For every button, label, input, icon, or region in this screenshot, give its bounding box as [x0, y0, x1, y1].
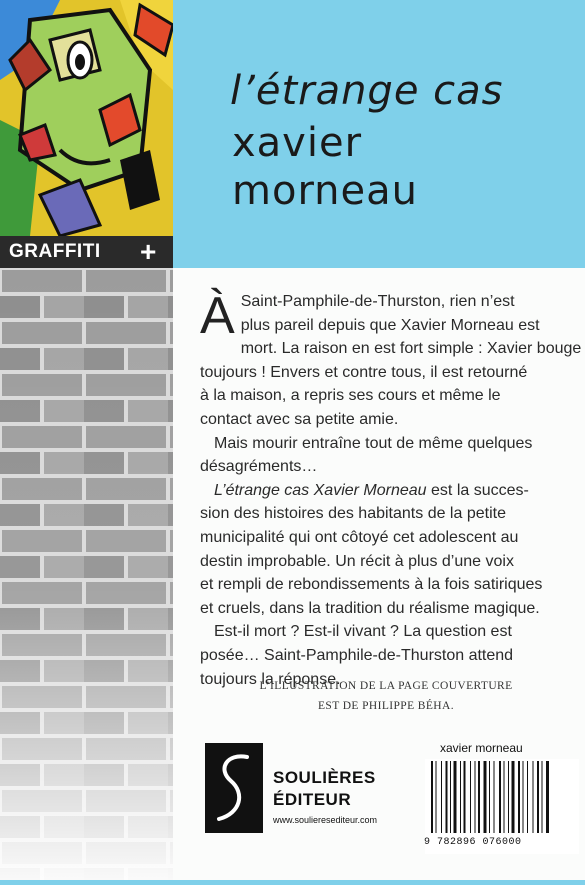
cover-illustration — [0, 0, 173, 236]
brick-wall-image — [0, 268, 173, 880]
blurb-paragraph-3 — [200, 479, 572, 621]
blurb-line: contact avec sa petite amie. — [200, 410, 399, 428]
blurb-line: municipalité qui ont côtoyé cet adolescent au — [200, 528, 519, 546]
drop-cap: À — [200, 287, 235, 345]
barcode-bar — [446, 761, 448, 833]
blurb-line: à la maison, a repris ses cours et même le — [200, 387, 501, 405]
blurb-line: mort. La raison en est fort simple : Xavier bouge — [240, 340, 582, 358]
barcode-bar — [460, 761, 461, 833]
isbn-digits: 9 782896 076000 — [424, 837, 522, 848]
barcode-bar — [512, 761, 515, 833]
blurb-line: Saint-Pamphile-de-Thurston, rien n’est — [240, 293, 515, 310]
barcode-bar — [484, 761, 487, 833]
blurb-line: plus pareil depuis que Xavier Morneau est — [240, 316, 540, 334]
barcode-bar — [478, 761, 480, 833]
book-blurb — [200, 287, 582, 691]
blurb-line: toujours ! Envers et contre tous, il est retourné — [200, 363, 528, 381]
barcode-bar — [546, 761, 549, 833]
publisher-logo — [205, 743, 420, 833]
publisher-name-line1: SOULIÈRES — [273, 768, 376, 787]
barcode-bar — [454, 761, 457, 833]
blurb-line: posée… Saint-Pamphile-de-Thurston attend — [200, 646, 514, 664]
blurb-line: désagréments… — [200, 458, 318, 476]
blurb-line: et rempli de rebondissements à la fois satiriques — [200, 576, 543, 594]
blurb-line: destin improbable. Un récit à plus d’une voix — [200, 552, 514, 570]
book-title-italic: L’étrange cas Xavier Morneau — [214, 481, 427, 499]
blurb-line: toujours la réponse. — [200, 670, 341, 688]
publisher-s-logo-icon — [205, 743, 263, 833]
publisher-name-line2: ÉDITEUR — [273, 790, 352, 809]
barcode-bar — [518, 761, 520, 833]
barcode-label: xavier morneau — [440, 741, 523, 755]
barcode-bar — [537, 761, 539, 833]
barcode-bar — [441, 761, 442, 833]
barcode-bar — [494, 761, 495, 833]
blurb-line — [200, 479, 572, 503]
barcode-bar — [464, 761, 466, 833]
barcode-bar — [527, 761, 528, 833]
barcode-bar — [508, 761, 509, 833]
barcode-bar — [504, 761, 505, 833]
barcode-bar — [499, 761, 501, 833]
blurb-line: sion des histoires des habitants de la petite — [200, 505, 506, 523]
barcode-bar — [431, 761, 433, 833]
series-name: GRAFFITI — [9, 241, 101, 262]
barcode-bar — [450, 761, 451, 833]
book-title-line2: xavier — [232, 120, 363, 166]
blurb-line-text: est la succes- — [426, 481, 529, 499]
blurb-line: Est-il mort ? Est-il vivant ? La question est — [214, 623, 512, 641]
publisher-url: www.soulieresediteur.com — [273, 815, 378, 825]
series-banner — [0, 236, 173, 268]
book-title-line1: l’étrange cas — [230, 68, 504, 114]
barcode-bar — [489, 761, 490, 833]
barcode-bar — [523, 761, 524, 833]
blurb-paragraph-2 — [200, 432, 572, 479]
blurb-paragraph-1 — [200, 287, 582, 432]
barcode-bar — [533, 761, 534, 833]
illustration-credit — [200, 676, 572, 716]
blurb-line: Mais mourir entraîne tout de même quelques — [214, 434, 533, 452]
barcode-bar — [475, 761, 476, 833]
barcode-bar — [436, 761, 437, 833]
barcode-bar — [470, 761, 471, 833]
barcode-bar — [542, 761, 543, 833]
blurb-line: et cruels, dans la tradition du réalisme magique. — [200, 599, 540, 617]
credit-line-2: EST DE PHILIPPE BÉHA. — [318, 700, 454, 712]
book-title-line3: morneau — [232, 168, 419, 214]
credit-line-1: L’ILLUSTRATION DE LA PAGE COUVERTURE — [259, 680, 513, 692]
series-plus-mark: + — [140, 236, 157, 267]
